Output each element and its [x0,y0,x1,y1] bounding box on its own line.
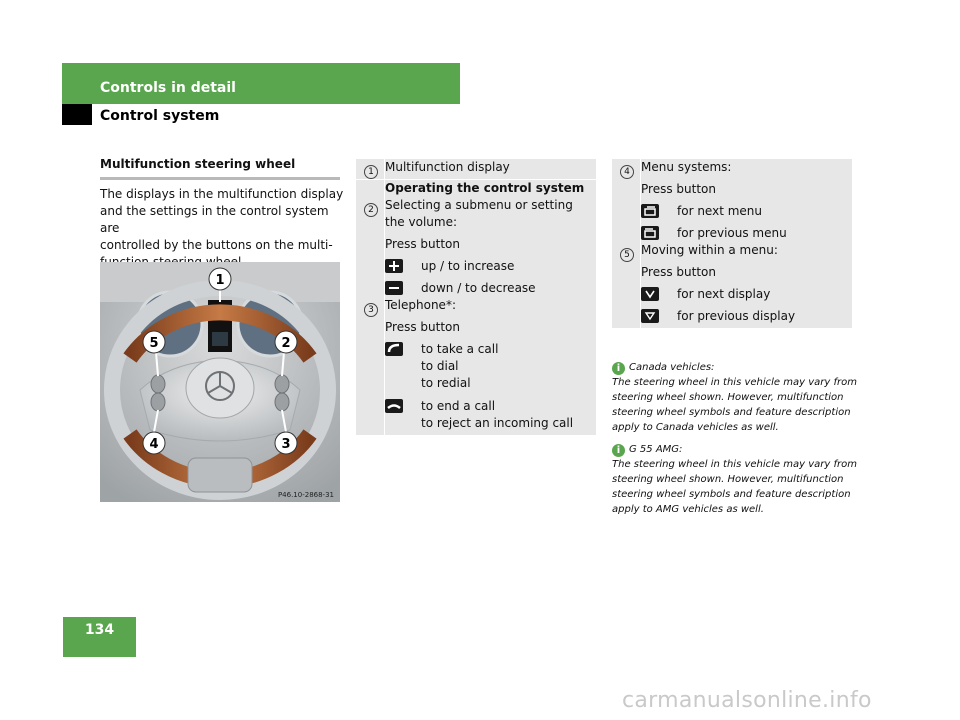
press-button-label: Press button [385,237,460,251]
previous-display-icon [641,309,659,323]
callout-label: 3 [281,437,291,452]
plus-icon [385,259,403,273]
header-marker [62,104,92,125]
callout-5 [143,331,165,353]
item-text: Selecting a submenu or setting the volume: [385,198,573,229]
next-menu-icon [641,204,659,218]
table-subheading: Operating the control system [385,181,585,195]
info-icon: i [612,444,625,457]
callout-label: 5 [149,336,159,351]
callout-2 [275,331,297,353]
phone-pickup-icon [385,342,403,356]
note-line: apply to AMG vehicles as well. [612,504,764,515]
button-desc: up / to increase [421,259,515,273]
button-desc: for next menu [677,204,762,218]
callout-1 [209,268,231,290]
button-desc: to redial [421,376,471,390]
phone-hangup-icon [385,399,403,413]
note-line: steering wheel shown. However, multifunction [612,474,844,485]
button-desc: to end a call [421,399,496,413]
item-number: 4 [620,165,634,179]
minus-icon [385,281,403,295]
button-desc: to take a call [421,342,499,356]
item-number: 2 [364,203,378,217]
item-text: Moving within a menu: [641,243,778,257]
item-text: Menu systems: [641,160,732,174]
previous-menu-icon [641,226,659,240]
callout-label: 1 [215,273,225,288]
note-line: The steering wheel in this vehicle may vary from [612,377,857,388]
callout-4 [143,432,165,454]
note-title: Canada vehicles: [629,362,715,373]
intro-line: controlled by the buttons on the multi- [100,238,333,252]
page-number: 134 [84,622,115,638]
button-desc: to reject an incoming call [421,416,574,430]
controls-table-2 [612,159,852,328]
button-desc: to dial [421,359,459,373]
info-icon: i [612,362,625,375]
press-button-label: Press button [641,265,716,279]
info-note [612,442,857,517]
press-button-label: Press button [385,320,460,334]
callout-label: 4 [149,437,159,452]
button-desc: for previous display [677,309,796,323]
next-display-icon [641,287,659,301]
button-desc: for next display [677,287,771,301]
item-number: 3 [364,303,378,317]
item-number: 1 [364,165,378,179]
subsection-title: Control system [100,108,220,124]
button-desc: down / to decrease [421,281,536,295]
footer-watermark: carmanualsonline.info [622,688,872,713]
steering-wheel-image [100,262,340,502]
info-notes [612,360,857,524]
controls-table-1 [356,159,596,435]
button-desc: for previous menu [677,226,787,240]
note-line: The steering wheel in this vehicle may vary from [612,459,857,470]
note-title: G 55 AMG: [629,444,683,455]
section-heading: Multifunction steering wheel [100,157,340,180]
item-number: 5 [620,248,634,262]
item-text: Multifunction display [385,160,510,174]
item-text: Telephone*: [385,298,456,312]
note-line: steering wheel shown. However, multifunction [612,392,844,403]
note-line: steering wheel symbols and feature description [612,407,851,418]
callout-label: 2 [281,336,291,351]
callout-3 [275,432,297,454]
info-note [612,360,857,435]
press-button-label: Press button [641,182,716,196]
intro-line: The displays in the multifunction display [100,187,344,201]
note-line: apply to Canada vehicles as well. [612,422,779,433]
image-code: P46.10-2868-31 [277,491,334,499]
note-line: steering wheel symbols and feature description [612,489,851,500]
intro-paragraph [100,186,345,271]
section-title: Controls in detail [100,80,236,96]
intro-line: and the settings in the control system are [100,204,329,235]
